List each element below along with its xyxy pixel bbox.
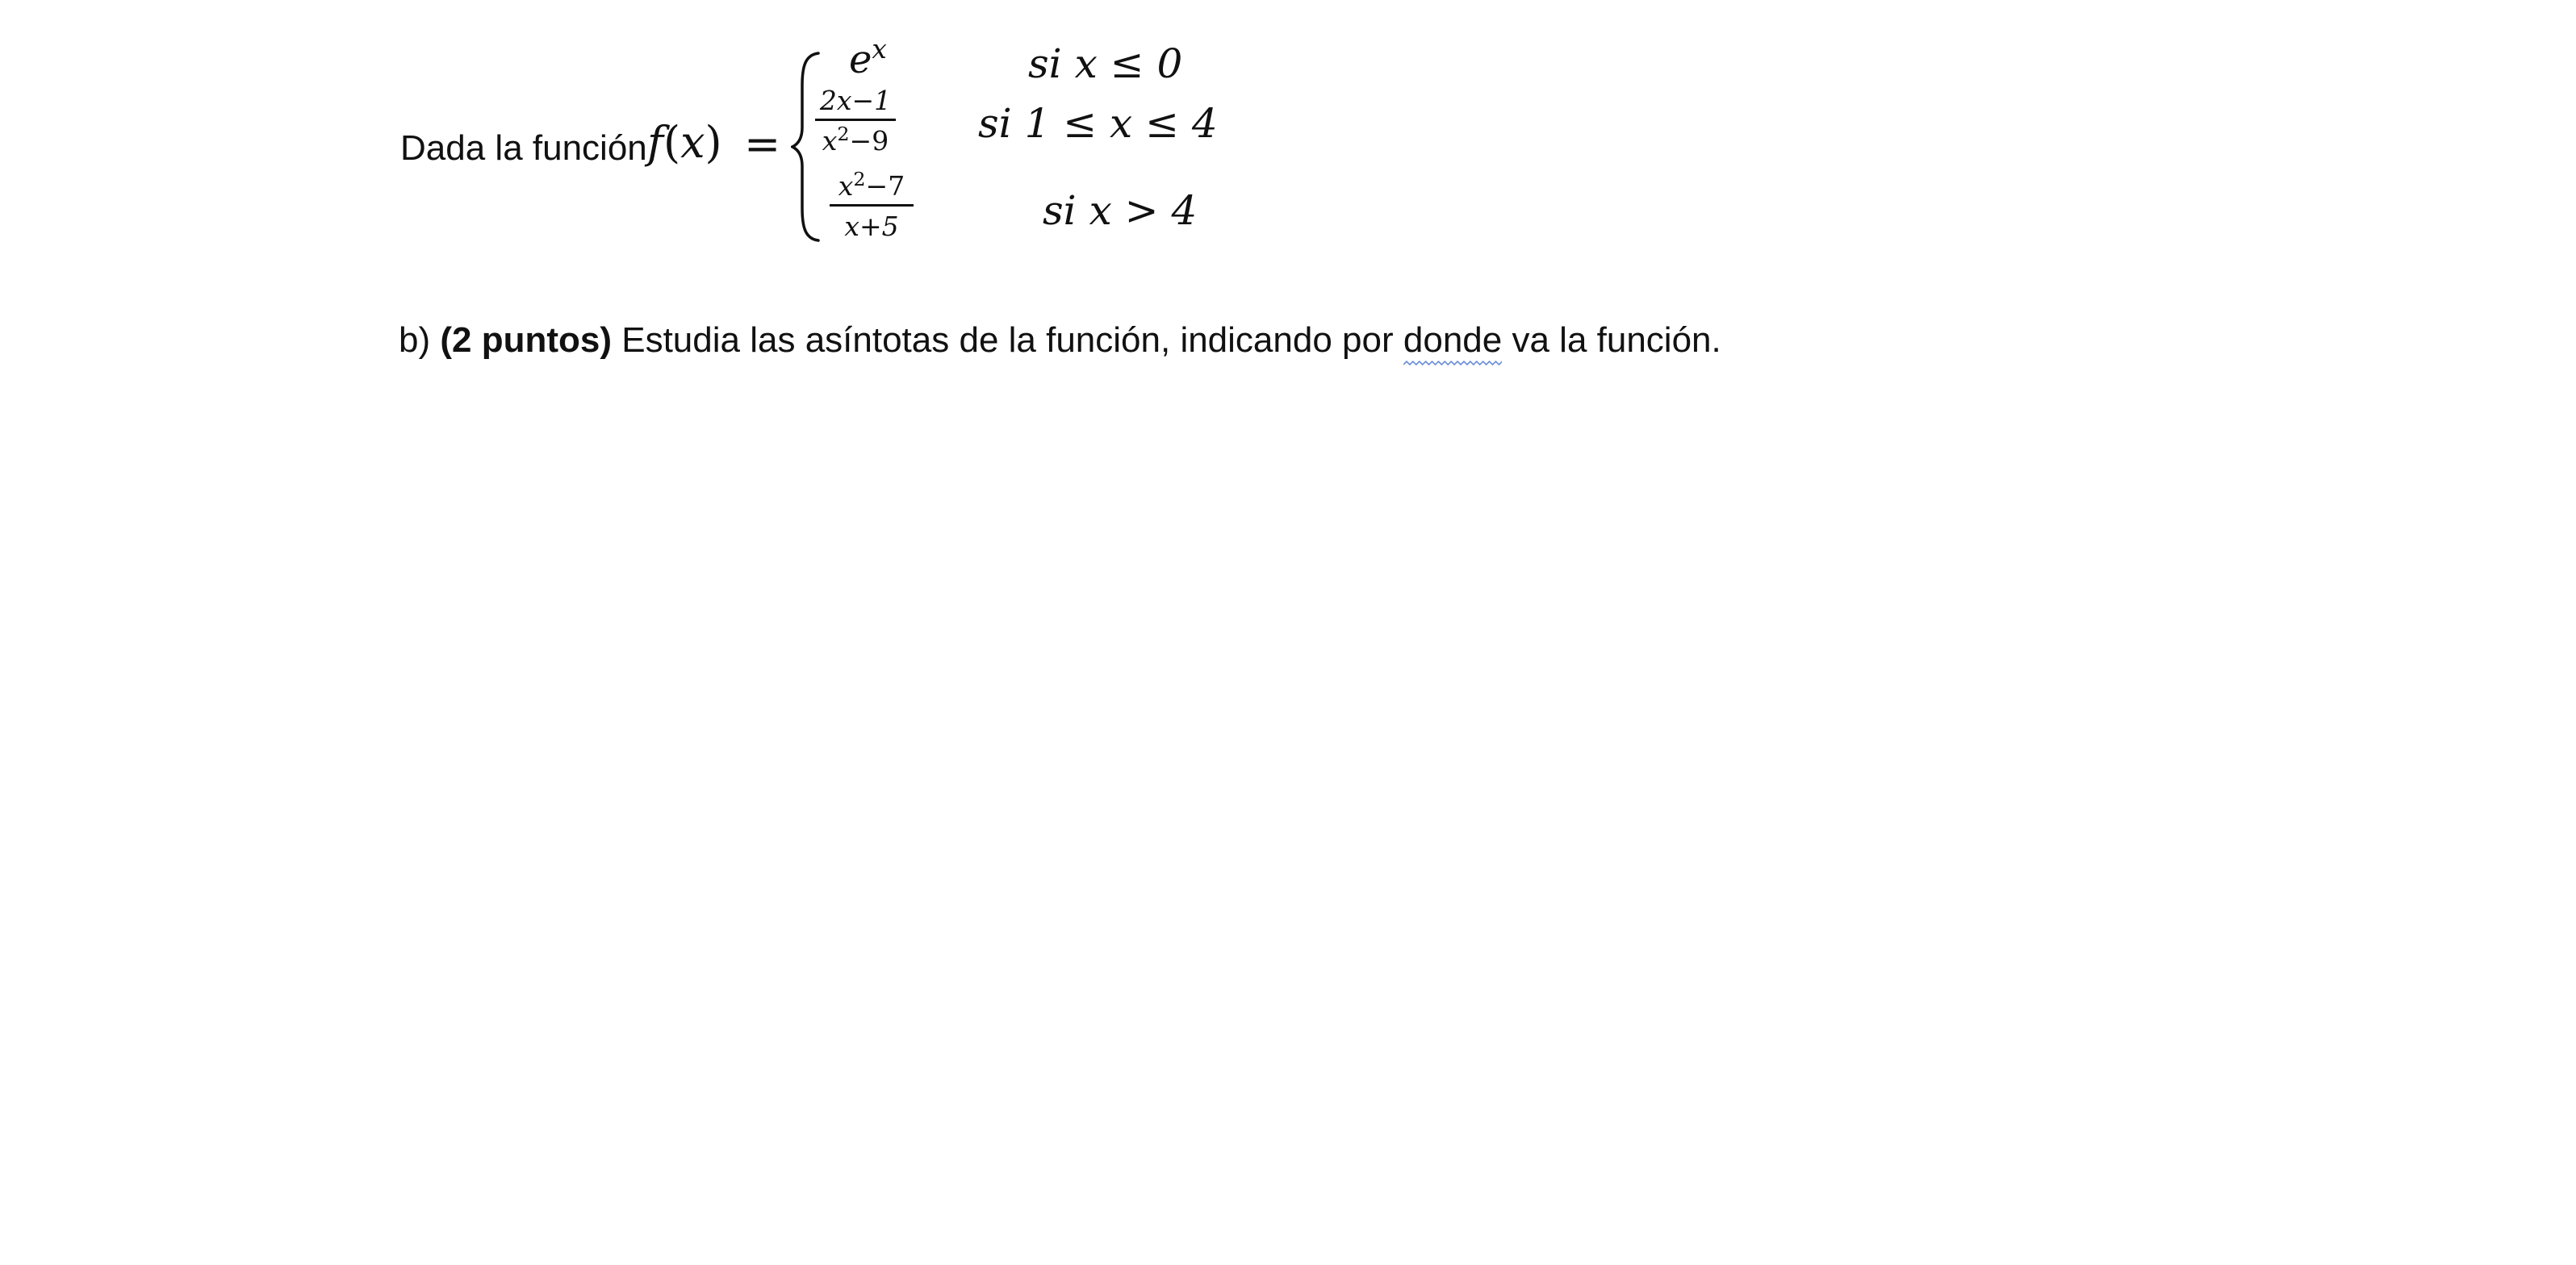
close-paren: )	[705, 117, 722, 168]
case-1-base: e	[849, 37, 872, 82]
spellcheck-flagged-word[interactable]: donde	[1403, 320, 1502, 360]
case-3-si: si	[1043, 187, 1077, 234]
case-3-num-rest: −7	[865, 170, 905, 202]
function-lhs	[647, 117, 722, 168]
case-2-cond-expr: 1 ≤ x ≤ 4	[1024, 100, 1218, 147]
case-1-cond-expr: x ≤ 0	[1074, 40, 1183, 87]
case-3-denominator: x+5	[844, 211, 899, 242]
case-2-fraction-bar	[815, 119, 896, 121]
case-3-num-base: x	[838, 170, 854, 202]
question-text-after: va la función.	[1512, 320, 1721, 360]
case-1-condition	[1028, 40, 1183, 87]
case-2-den-exponent: 2	[837, 123, 850, 146]
case-3-condition	[1043, 187, 1198, 234]
spellcheck-squiggle	[1403, 360, 1502, 366]
case-2-expression	[815, 85, 896, 157]
open-paren: (	[663, 117, 681, 168]
case-1-expression	[849, 34, 887, 82]
question-text-before: Estudia las asíntotas de la función, indicando por	[621, 320, 1394, 360]
equals-sign: =	[744, 119, 781, 169]
case-3-cond-expr: x > 4	[1089, 187, 1198, 234]
case-3-fraction-bar	[830, 204, 914, 207]
case-3-num-exponent: 2	[853, 168, 866, 191]
case-2-den-rest: −9	[849, 125, 889, 157]
case-2-numerator: 2x−1	[819, 85, 892, 116]
intro-text: Dada la función	[400, 128, 647, 168]
case-2-condition	[978, 100, 1218, 147]
question-label: b)	[399, 320, 431, 360]
function-name: f	[647, 117, 663, 168]
case-1-si: si	[1028, 40, 1062, 87]
case-1-exponent: x	[872, 34, 887, 65]
question-b	[399, 320, 1721, 360]
case-2-si: si	[978, 100, 1012, 147]
case-2-den-base: x	[822, 125, 838, 157]
question-points: (2 puntos)	[440, 320, 612, 360]
case-3-expression	[830, 168, 914, 242]
case-3-numerator	[830, 168, 914, 202]
case-2-denominator	[815, 123, 896, 157]
function-variable: x	[680, 117, 705, 168]
